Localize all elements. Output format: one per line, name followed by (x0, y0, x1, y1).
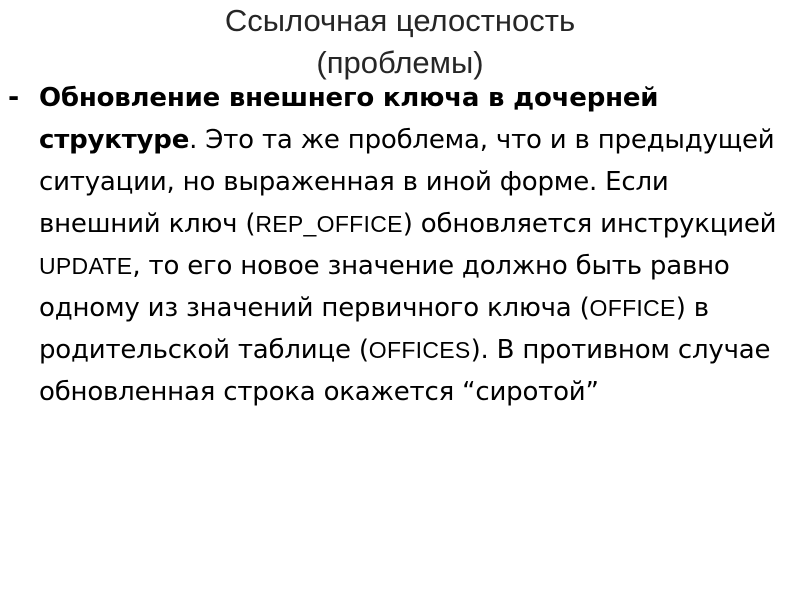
slide-title-line-1: Ссылочная целостность (224, 3, 576, 38)
paragraph-text-1: . Это та же проблема, что и в предыдущей ситуации, но выраженная в иной форме. Если внешний ключ ( (39, 125, 775, 239)
bullet-marker: - (8, 82, 20, 113)
code-office: OFFICE (589, 295, 676, 321)
paragraph-text-3: , то его новое значение должно быть равно одному из значений первичного ключа ( (39, 251, 730, 323)
paragraph-text-5: ). В противном случае обновленная строка окажется “сиротой” (39, 335, 771, 407)
bullet-item (8, 77, 788, 413)
code-update: UPDATE (39, 253, 133, 279)
bullet-paragraph (39, 77, 788, 413)
slide-title-line-2: (проблемы) (316, 45, 484, 80)
code-offices: OFFICES (368, 337, 471, 363)
paragraph-text-4: ) в родительской таблице ( (39, 293, 709, 365)
code-rep-office: REP_OFFICE (255, 211, 403, 237)
paragraph-text-2: ) обновляется инструкцией (402, 209, 777, 239)
slide-title (0, 0, 800, 84)
bold-lead-text: Обновление внешнего ключа в дочерней структуре (39, 83, 659, 155)
